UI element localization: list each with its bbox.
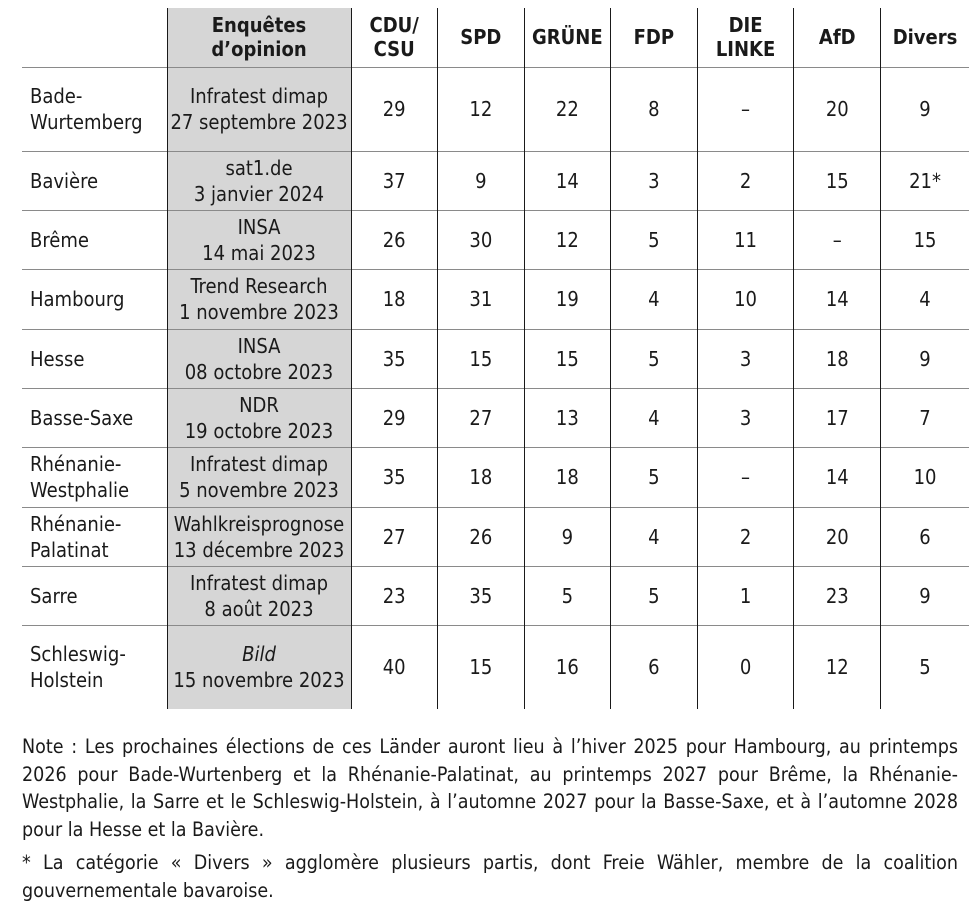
region-cell: Hambourg	[22, 269, 167, 329]
value-cell-divers: 6	[881, 507, 969, 566]
poll-date: 1 novembre 2023	[179, 300, 339, 324]
value-cell-afd: 20	[794, 507, 881, 566]
value-cell-afd: 15	[794, 151, 881, 210]
poll-cell	[167, 151, 351, 210]
value-cell-spd: 35	[437, 566, 524, 625]
value-cell-die-linke: 2	[697, 507, 793, 566]
poll-date: 3 janvier 2024	[193, 181, 325, 206]
party-header-spd: SPD	[437, 8, 524, 67]
poll-cell	[167, 566, 351, 625]
value-cell-die-linke: 3	[697, 388, 793, 447]
election-note: Note : Les prochaines élections de ces Länder auront lieu à l’hiver 2025 pour Hambourg, au printemps 2026 pour Bade-Wurtenberg et la Rhénanie-Palatinat, au printemps 2027 pour Brême, la Rhénanie-Westphalie, la Sarre et le Schleswig-Holstein, à l’automne 2027 pour la Basse-Saxe, et à l’automne 2028 pour la Hesse et la Bavière.	[22, 735, 958, 841]
poll-cell	[167, 329, 351, 388]
table-row	[22, 329, 969, 388]
region-cell: Brême	[22, 210, 167, 269]
value-cell-spd: 9	[437, 151, 524, 210]
value-cell-spd: 18	[437, 447, 524, 507]
poll-cell	[167, 210, 351, 269]
value-cell-afd: 18	[794, 329, 881, 388]
poll-cell	[167, 447, 351, 507]
value-cell-cdu-csu: 37	[351, 151, 437, 210]
table-row	[22, 269, 969, 329]
polls-table	[22, 8, 969, 709]
value-cell-die-linke: 3	[697, 329, 793, 388]
region-cell: Bavière	[22, 151, 167, 210]
value-cell-divers: 21*	[881, 151, 969, 210]
value-cell-cdu-csu: 27	[351, 507, 437, 566]
pollster-name: NDR	[239, 392, 279, 417]
party-header-grune: GRÜNE	[524, 8, 610, 67]
value-cell-spd: 15	[437, 329, 524, 388]
value-cell-spd: 12	[437, 67, 524, 151]
party-header-afd: AfD	[794, 8, 881, 67]
value-cell-fdp: 4	[610, 269, 697, 329]
value-cell-afd: 23	[794, 566, 881, 625]
value-cell-spd: 27	[437, 388, 524, 447]
value-cell-fdp: 5	[610, 566, 697, 625]
pollster-name: Infratest dimap	[189, 570, 329, 595]
value-cell-die-linke: –	[697, 67, 793, 151]
pollster-name: INSA	[237, 214, 281, 239]
table-row	[22, 388, 969, 447]
region-cell: Rhénanie-Palatinat	[22, 507, 167, 566]
region-cell: Hesse	[22, 329, 167, 388]
value-cell-grune: 15	[524, 329, 610, 388]
poll-cell	[167, 388, 351, 447]
poll-date: 5 novembre 2023	[179, 478, 339, 502]
value-cell-divers: 9	[881, 329, 969, 388]
table-row	[22, 507, 969, 566]
pollster-name: INSA	[237, 333, 281, 358]
party-header-fdp: FDP	[610, 8, 697, 67]
poll-date: 27 septembre 2023	[170, 110, 348, 134]
value-cell-divers: 9	[881, 566, 969, 625]
value-cell-fdp: 4	[610, 507, 697, 566]
value-cell-spd: 30	[437, 210, 524, 269]
value-cell-cdu-csu: 18	[351, 269, 437, 329]
table-row	[22, 210, 969, 269]
value-cell-grune: 5	[524, 566, 610, 625]
value-cell-die-linke: 10	[697, 269, 793, 329]
party-header-cdu-csu: CDU/ CSU	[351, 8, 437, 67]
value-cell-grune: 22	[524, 67, 610, 151]
value-cell-spd: 26	[437, 507, 524, 566]
value-cell-die-linke: 1	[697, 566, 793, 625]
value-cell-grune: 16	[524, 625, 610, 709]
poll-date: 15 novembre 2023	[173, 668, 345, 693]
notes-section	[22, 733, 958, 910]
value-cell-fdp: 8	[610, 67, 697, 151]
value-cell-divers: 10	[881, 447, 969, 507]
value-cell-grune: 19	[524, 269, 610, 329]
corner-cell	[22, 8, 167, 67]
poll-cell	[167, 269, 351, 329]
divers-footnote: * La catégorie « Divers » agglomère plusieurs partis, dont Freie Wähler, membre de la coalition gouvernementale bavaroise.	[22, 851, 958, 902]
value-cell-grune: 12	[524, 210, 610, 269]
value-cell-cdu-csu: 29	[351, 67, 437, 151]
value-cell-cdu-csu: 29	[351, 388, 437, 447]
table-row	[22, 151, 969, 210]
table-row	[22, 447, 969, 507]
value-cell-fdp: 5	[610, 447, 697, 507]
region-cell: Sarre	[22, 566, 167, 625]
pollster-name: Bild	[242, 642, 276, 667]
pollster-name: Wahlkreisprognose	[173, 511, 345, 536]
value-cell-cdu-csu: 26	[351, 210, 437, 269]
value-cell-fdp: 4	[610, 388, 697, 447]
table-row	[22, 566, 969, 625]
poll-cell	[167, 67, 351, 151]
party-header-die-linke: DIE LINKE	[697, 8, 793, 67]
value-cell-afd: 14	[794, 447, 881, 507]
value-cell-divers: 7	[881, 388, 969, 447]
value-cell-divers: 5	[881, 625, 969, 709]
value-cell-cdu-csu: 35	[351, 329, 437, 388]
poll-date: 13 décembre 2023	[173, 537, 345, 562]
region-cell: Bade-Wurtemberg	[22, 67, 167, 151]
value-cell-afd: –	[794, 210, 881, 269]
poll-cell	[167, 507, 351, 566]
table-row	[22, 67, 969, 151]
poll-cell	[167, 625, 351, 709]
poll-date: 8 août 2023	[204, 596, 314, 621]
value-cell-grune: 13	[524, 388, 610, 447]
value-cell-cdu-csu: 35	[351, 447, 437, 507]
value-cell-spd: 15	[437, 625, 524, 709]
region-cell: Schleswig-Holstein	[22, 625, 167, 709]
poll-column-header: Enquêtes d’opinion	[167, 8, 351, 67]
value-cell-divers: 15	[881, 210, 969, 269]
value-cell-afd: 14	[794, 269, 881, 329]
value-cell-divers: 4	[881, 269, 969, 329]
region-cell: Rhénanie-Westphalie	[22, 447, 167, 507]
value-cell-grune: 18	[524, 447, 610, 507]
value-cell-die-linke: 11	[697, 210, 793, 269]
party-header-divers: Divers	[881, 8, 969, 67]
value-cell-afd: 17	[794, 388, 881, 447]
value-cell-afd: 12	[794, 625, 881, 709]
table-body	[22, 67, 969, 709]
pollster-name: Infratest dimap	[189, 452, 329, 476]
pollster-name: Trend Research	[190, 274, 328, 298]
value-cell-fdp: 5	[610, 210, 697, 269]
value-cell-die-linke: 0	[697, 625, 793, 709]
pollster-name: Infratest dimap	[189, 84, 329, 108]
value-cell-die-linke: 2	[697, 151, 793, 210]
value-cell-fdp: 5	[610, 329, 697, 388]
value-cell-die-linke: –	[697, 447, 793, 507]
value-cell-fdp: 6	[610, 625, 697, 709]
poll-date: 08 octobre 2023	[184, 359, 334, 384]
poll-date: 19 octobre 2023	[184, 418, 334, 443]
value-cell-grune: 14	[524, 151, 610, 210]
value-cell-afd: 20	[794, 67, 881, 151]
value-cell-grune: 9	[524, 507, 610, 566]
poll-date: 14 mai 2023	[202, 240, 316, 265]
table-row	[22, 625, 969, 709]
pollster-name: sat1.de	[225, 155, 293, 180]
value-cell-cdu-csu: 23	[351, 566, 437, 625]
value-cell-cdu-csu: 40	[351, 625, 437, 709]
region-cell: Basse-Saxe	[22, 388, 167, 447]
value-cell-fdp: 3	[610, 151, 697, 210]
value-cell-spd: 31	[437, 269, 524, 329]
header-row	[22, 8, 969, 67]
value-cell-divers: 9	[881, 67, 969, 151]
